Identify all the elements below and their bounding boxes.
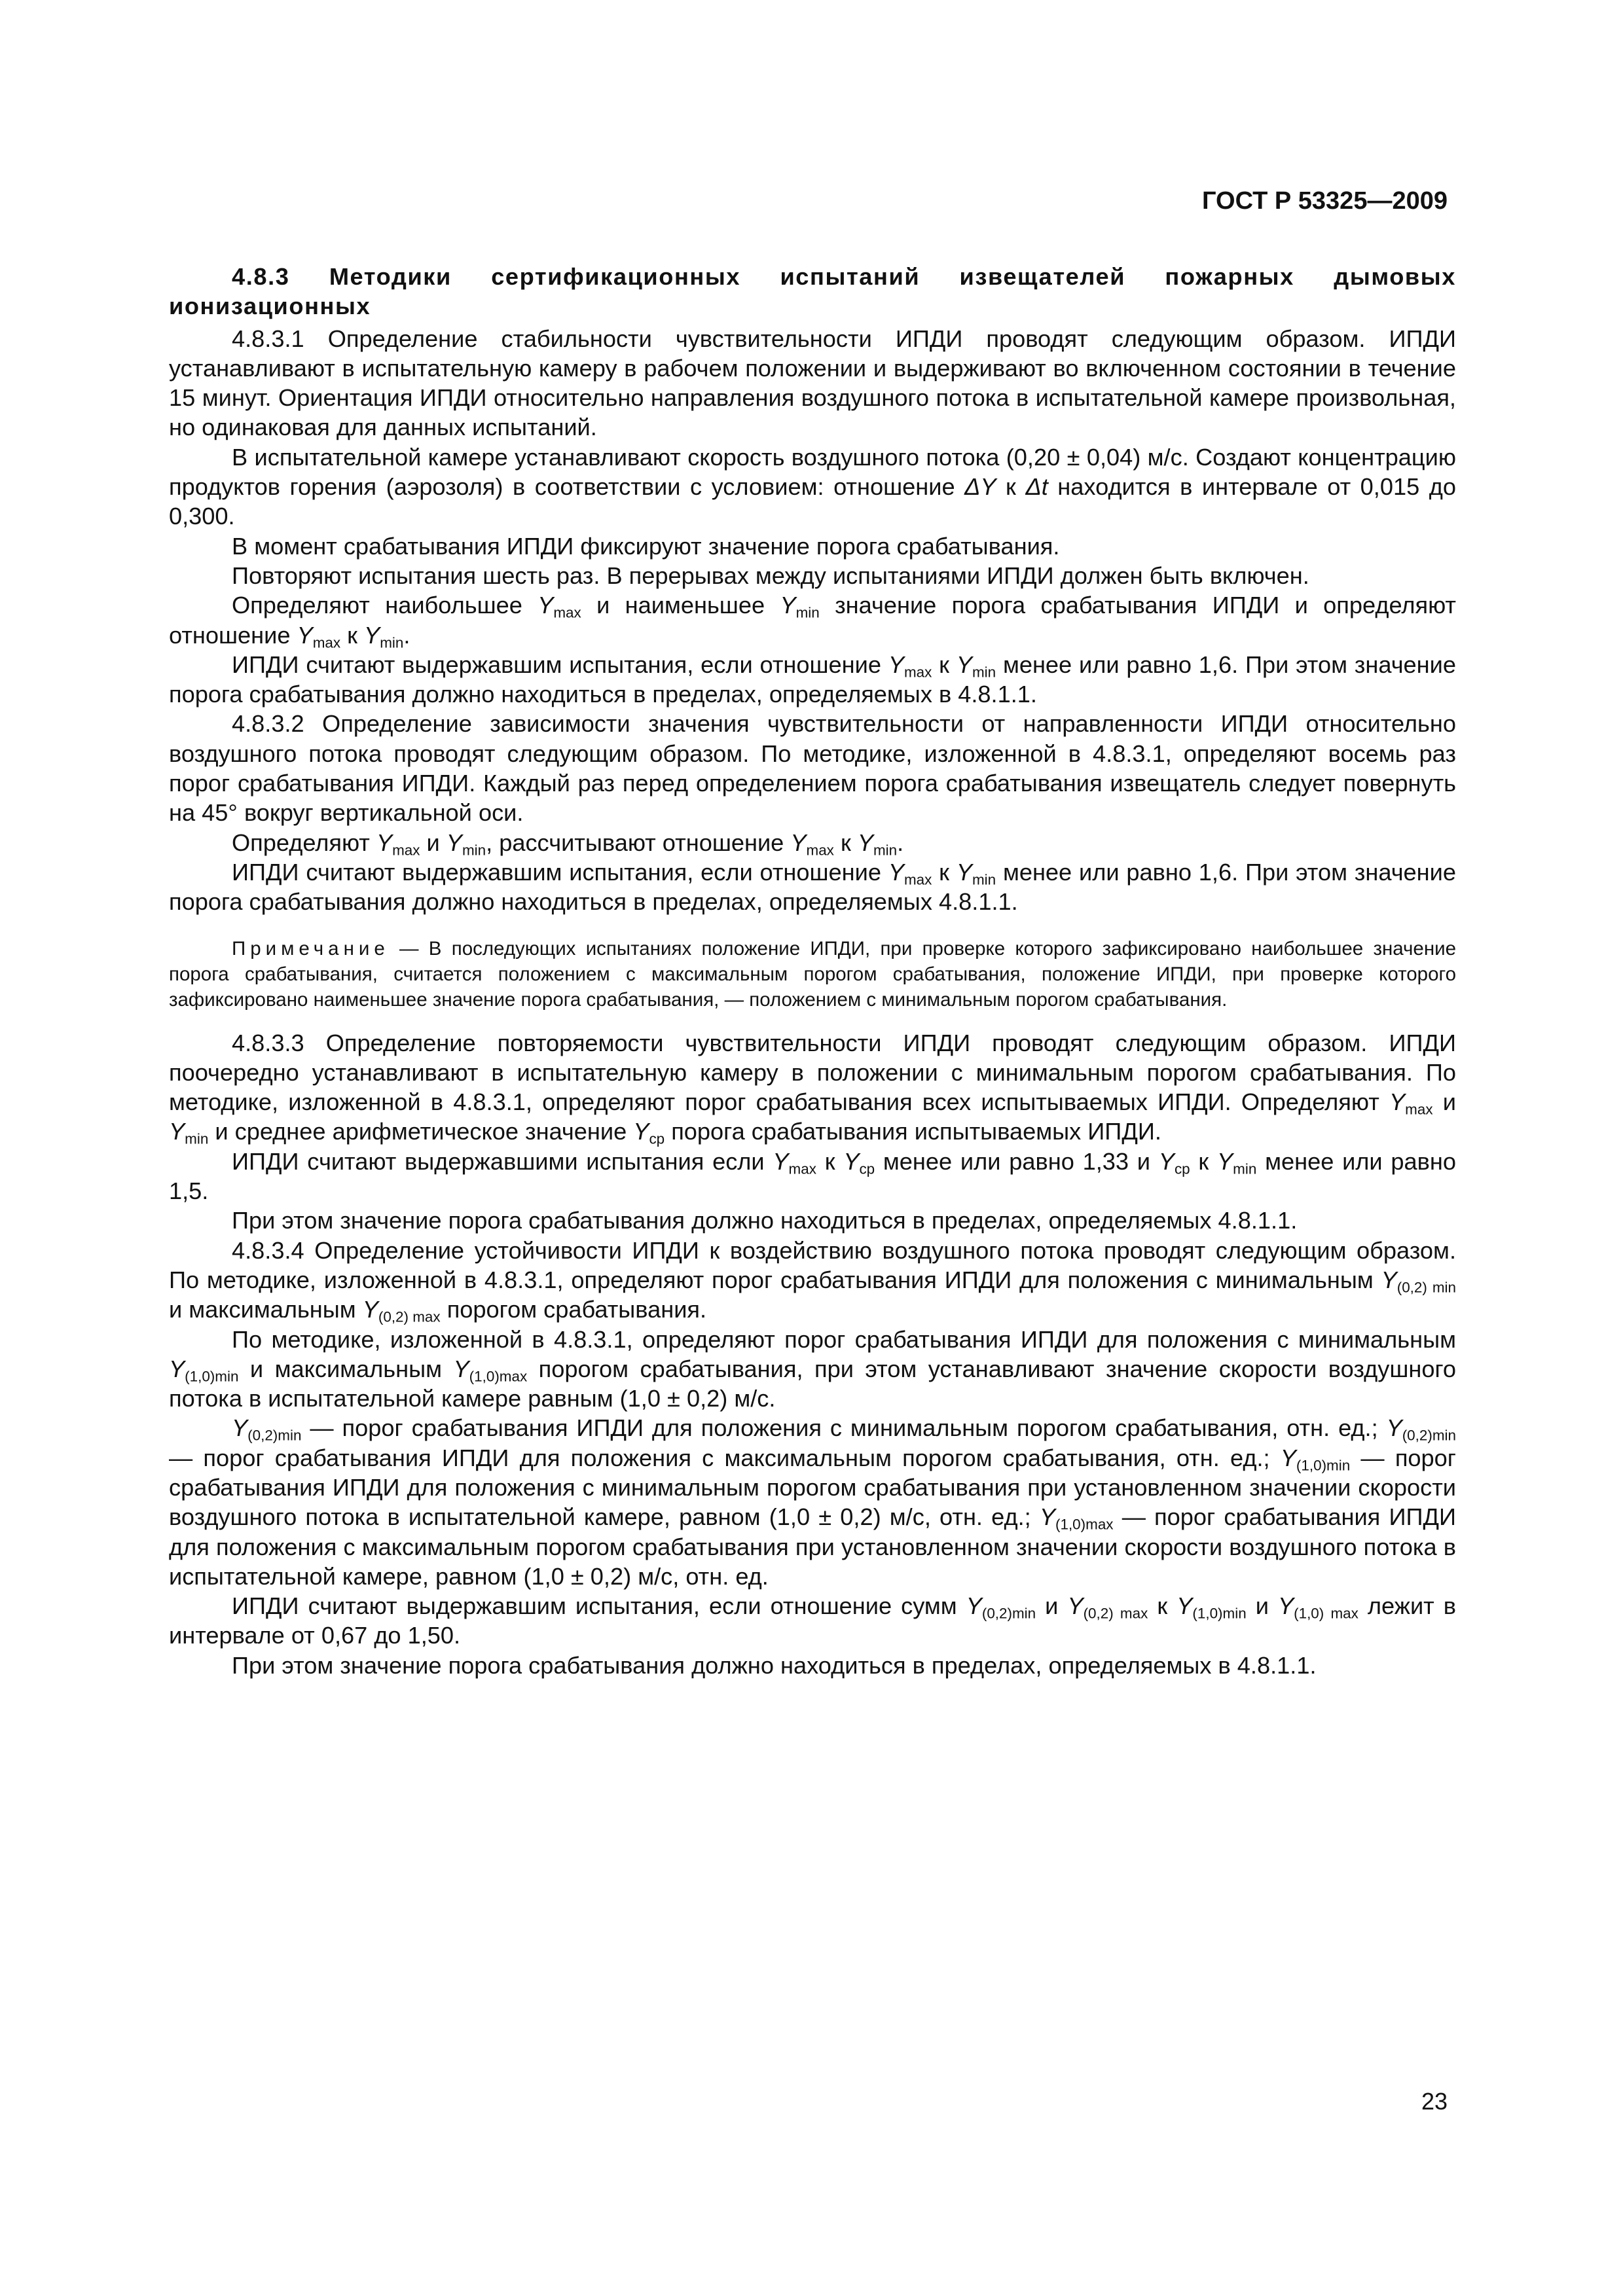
paragraph-4-8-3-4: 4.8.3.4 Определение устойчивости ИПДИ к воздействию воздушного потока проводят следующим образом. По методике, изложенной в 4.8.3.1, определяют порог срабатывания ИПДИ для положения с минимальным $Y_{(0,2) min}$ и максимальным $Y_{(0,2) max}$ порогом срабатывания. xyxy=(169,1236,1456,1325)
paragraph-pass-criterion-3: ИПДИ считают выдержавшими испытания если $Y_{max}$ к $Y_{ср}$ менее или равно 1,33 и $Y_{ср}$ к $Y_{min}$ менее или равно 1,5. xyxy=(169,1147,1456,1205)
paragraph-flow-speed: В испытательной камере устанавливают скорость воздушного потока (0,20 ± 0,04) м/с. Создают концентрацию продуктов горения (аэрозоля) в соответствии с условием: отношение ΔY к Δt находится в интервале от 0,015 до 0,300. xyxy=(169,443,1457,530)
standard-header: ГОСТ Р 53325—2009 xyxy=(1202,187,1448,215)
paragraph-limits-2: При этом значение порога срабатывания должно находиться в пределах, определяемых в 4.8.1.1. xyxy=(232,1651,1317,1679)
note-block: Примечание — В последующих испытаниях положение ИПДИ, при проверке которого зафиксировано наибольшее значение порога срабатывания, считается положением с максимальным порогом срабатывания, положение ИПДИ, при проверке которого зафиксировано наименьшее значение порога срабатывания, — положением с минимальным порогом срабатывания. xyxy=(169,937,1456,1011)
paragraph-limits-1: При этом значение порога срабатывания должно находиться в пределах, определяемых 4.8.1.1. xyxy=(232,1207,1298,1234)
paragraph-ratio-define: Определяют наибольшее $Y_{max}$ и наименьшее $Y_{min}$ значение порога срабатывания ИПДИ и определяют отношение $Y_{max}$ к $Y_{min}$. xyxy=(169,592,1457,651)
paragraph-ratio-define-2: Определяют $Y_{max}$ и $Y_{min}$, рассчитывают отношение $Y_{max}$ к $Y_{min}$. xyxy=(232,829,904,859)
paragraph-4-8-3-3: 4.8.3.3 Определение повторяемости чувствительности ИПДИ проводят следующим образом. ИПДИ поочередно устанавливают в испытательную камеру в положении с минимальным порогом срабатывания. По методике, изложенной в 4.8.3.1, определяют порог срабатывания всех испытываемых ИПДИ. Определяют $Y_{max}$ и $Y_{min}$ и среднее арифметическое значение $Y_{ср}$ порога срабатывания испытываемых ИПДИ. xyxy=(169,1029,1456,1148)
paragraph-fix-threshold: В момент срабатывания ИПДИ фиксируют значение порога срабатывания. xyxy=(232,532,1060,560)
section-heading: 4.8.3 Методики сертификационных испытаний извещателей пожарных дымовых ионизационных xyxy=(169,263,1456,320)
page-content xyxy=(169,262,1456,1680)
page-number: 23 xyxy=(1421,2088,1448,2115)
paragraph-pass-criterion-4: ИПДИ считают выдержавшим испытания, если отношение сумм $Y_{(0,2)min}$ и $Y_{(0,2) max}$ к $Y_{(1,0)min}$ и $Y_{(1,0) max}$ лежит в интервале от 0,67 до 1,50. xyxy=(169,1592,1457,1649)
paragraph-4-8-3-2: 4.8.3.2 Определение зависимости значения чувствительности от направленности ИПДИ относительно воздушного потока проводят следующим образом. По методике, изложенной в 4.8.3.1, определяют восемь раз порог срабатывания ИПДИ. Каждый раз перед определением порога срабатывания извещатель следует повернуть на 45° вокруг вертикальной оси. xyxy=(169,710,1456,827)
paragraph-pass-criterion-1: ИПДИ считают выдержавшим испытания, если отношение $Y_{max}$ к $Y_{min}$ менее или равно 1,6. При этом значение порога срабатывания должно находиться в пределах, определяемых в 4.8.1.1. xyxy=(169,651,1456,708)
paragraph-repeat: Повторяют испытания шесть раз. В перерывах между испытаниями ИПДИ должен быть включен. xyxy=(232,562,1309,589)
paragraph-method-1-0: По методике, изложенной в 4.8.3.1, определяют порог срабатывания ИПДИ для положения с минимальным $Y_{(1,0)min}$ и максимальным $Y_{(1,0)max}$ порогом срабатывания, при этом устанавливают значение скорости воздушного потока в испытательной камере равным (1,0 ± 0,2) м/с. xyxy=(169,1325,1456,1412)
paragraph-definitions: $Y_{(0,2)min}$ — порог срабатывания ИПДИ для положения с минимальным порогом срабатывания, отн. ед.; $Y_{(0,2)min}$ — порог срабатывания ИПДИ для положения с максимальным порогом срабатывания, отн. ед.; $Y_{(1,0)min}$ — порог срабатывания ИПДИ для положения с минимальным порогом срабатывания при установленном значении скорости воздушного потока в испытательной камере, равном (1,0 ± 0,2) м/с, отн. ед.; $Y_{(1,0)max}$ — порог срабатывания ИПДИ для положения с максимальным порогом срабатывания при установленном значении скорости воздушного потока в испытательной камере, равном (1,0 ± 0,2) м/с, отн. ед. xyxy=(169,1414,1456,1590)
note-label: Примечание xyxy=(232,937,390,960)
paragraph-4-8-3-1: 4.8.3.1 Определение стабильности чувствительности ИПДИ проводят следующим образом. ИПДИ устанавливают в испытательную камеру в рабочем положении и выдерживают во включенном состоянии в течение 15 минут. Ориентация ИПДИ относительно направления воздушного потока в испытательной камере произвольная, но одинаковая для данных испытаний. xyxy=(169,325,1456,441)
paragraph-pass-criterion-2: ИПДИ считают выдержавшим испытания, если отношение $Y_{max}$ к $Y_{min}$ менее или равно 1,6. При этом значение порога срабатывания должно находиться в пределах, определяемых 4.8.1.1. xyxy=(169,858,1456,916)
